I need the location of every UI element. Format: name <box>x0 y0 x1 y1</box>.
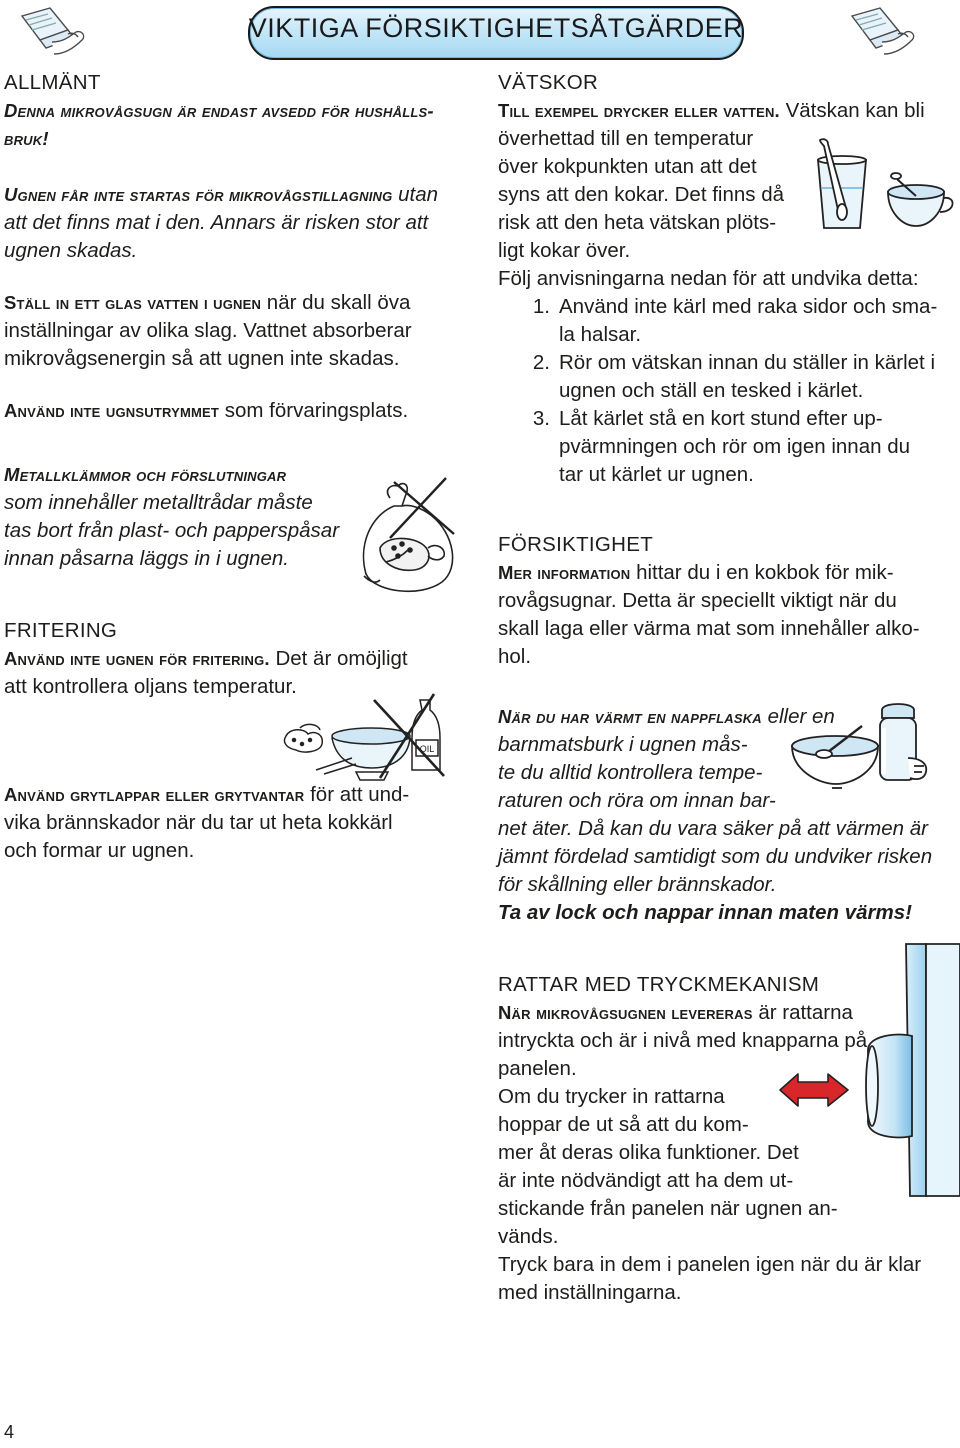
section-title-fritering: FRITERING <box>4 619 118 642</box>
rattar-line10: Tryck bara in dem i panelen igen när du är klar <box>498 1253 922 1276</box>
rattar-line5: hoppar de ut så att du kom- <box>498 1113 749 1136</box>
forsiktighet-lead: Mer information <box>498 562 631 583</box>
metall-line3: innan påsarna läggs in i ugnen. <box>4 547 289 570</box>
anvand-lead: Använd inte ugnsutrymmet <box>4 400 220 421</box>
ugnen-line2: att det finns mat i den. Annars är risken stor att <box>4 211 429 234</box>
glass-and-cup-icon <box>806 136 956 236</box>
deep-fryer-crossed-icon <box>280 688 452 788</box>
vatskor-line1: Vätskan kan bli <box>785 99 925 122</box>
stall-line2: inställningar av olika slag. Vattnet absorberar <box>4 319 412 342</box>
step-1-line-2: la halsar. <box>559 323 642 346</box>
nappflaska-line2: barnmatsburk i ugnen mås- <box>498 733 748 756</box>
rattar-line1: är rattarna <box>758 1001 853 1024</box>
forsiktighet-line2: rovågsugnar. Detta är speciellt viktigt när du <box>498 589 897 612</box>
forsiktighet-text <box>498 559 956 671</box>
nappflaska-line6: jämnt fördelad samtidigt som du undviker risken <box>498 845 933 868</box>
oil-label: OIL <box>419 744 435 754</box>
vatskor-line7: Följ anvisningarna nedan för att undvika detta: <box>498 267 919 290</box>
allmant-lead: Denna mikrovågsugn är endast avsedd för hushålls- <box>4 100 434 121</box>
allmant-text <box>4 97 464 153</box>
rattar-line11: med inställningarna. <box>498 1281 682 1304</box>
metall-line1: som innehåller metalltrådar måste <box>4 491 313 514</box>
grytlappar-text <box>4 781 464 865</box>
stall-line3: mikrovågsenergin så att ugnen inte skadas. <box>4 347 400 370</box>
step-number: 1. <box>532 295 550 318</box>
stall-line1: när du skall öva <box>266 291 411 314</box>
rattar-line3: panelen. <box>498 1057 577 1080</box>
step-1-line-1: Använd inte kärl med raka sidor och sma- <box>559 295 938 318</box>
section-title-rattar: RATTAR MED TRYCKMEKANISM <box>498 973 820 996</box>
step-2-line-2: ugnen och ställ en tesked i kärlet. <box>559 379 864 402</box>
nappflaska-line1: eller en <box>767 705 835 728</box>
double-arrow-icon <box>780 1074 848 1106</box>
vatskor-line4: syns att den kokar. Det finns då <box>498 183 785 206</box>
rattar-line7: är inte nödvändigt att ha dem ut- <box>498 1169 794 1192</box>
grytlappar-line2: vika brännskador när du tar ut heta kokkärl <box>4 811 393 834</box>
vatskor-lead: Till exempel drycker eller vatten. <box>498 100 780 121</box>
stall-text <box>4 289 464 373</box>
grytlappar-line3: och formar ur ugnen. <box>4 839 195 862</box>
book-hand-icon-left <box>12 2 96 64</box>
nappflaska-line5: net äter. Då kan du vara säker på att värmen är <box>498 817 928 840</box>
section-title-vatskor: VÄTSKOR <box>498 71 599 94</box>
forsiktighet-line1: hittar du i en kokbok för mik- <box>636 561 894 584</box>
page-title: VIKTIGA FÖRSIKTIGHETSÅTGÄRDER <box>248 13 744 43</box>
rattar-line4: Om du trycker in rattarna <box>498 1085 725 1108</box>
fritering-lead: Använd inte ugnen för fritering. <box>4 648 270 669</box>
section-title-allmant: ALLMÄNT <box>4 71 101 94</box>
vatskor-line5: risk att den heta vätskan plöts- <box>498 211 777 234</box>
forsiktighet-line4: hol. <box>498 645 532 668</box>
step-3-line-2: pvärmningen och rör om igen innan du <box>559 435 910 458</box>
nappflaska-line3: te du alltid kontrollera tempe- <box>498 761 763 784</box>
section-title-forsiktighet: FÖRSIKTIGHET <box>498 533 654 556</box>
page-number: 4 <box>4 1422 15 1442</box>
anvand-line1: som förvaringsplats. <box>224 399 409 422</box>
rattar-line2: intryckta och är i nivå med knapparna på <box>498 1029 868 1052</box>
vatskor-line6: ligt kokar över. <box>498 239 631 262</box>
step-2-line-1: Rör om vätskan innan du ställer in kärlet i <box>559 351 936 374</box>
list-item <box>498 293 956 349</box>
anvand-text <box>4 397 464 425</box>
metall-lead: Metallklämmor och förslutningar <box>4 464 287 485</box>
step-3-line-1: Låt kärlet stå en kort stund efter up- <box>559 407 883 430</box>
book-hand-icon-right <box>842 2 926 64</box>
metall-line2: tas bort från plast- och papperspåsar <box>4 519 340 542</box>
grytlappar-line1: för att und- <box>310 783 410 806</box>
rattar-line8: stickande från panelen när ugnen an- <box>498 1197 838 1220</box>
vatskor-steps <box>498 293 956 489</box>
ugnen-text <box>4 181 464 265</box>
list-item <box>498 405 956 489</box>
rattar-line9: vänds. <box>498 1225 559 1248</box>
step-number: 2. <box>532 351 550 374</box>
allmant-lead2: bruk! <box>4 128 49 149</box>
list-item <box>498 349 956 405</box>
knob-panel-icon <box>776 940 960 1200</box>
vatskor-line3: över kokpunkten utan att det <box>498 155 757 178</box>
forsiktighet-line3: skall laga eller värma mat som innehåller alko- <box>498 617 920 640</box>
fritering-line1: Det är omöjligt <box>275 647 408 670</box>
fritering-line2: att kontrollera oljans temperatur. <box>4 675 297 698</box>
ugnen-lead: Ugnen får inte startas för mikrovågstillagning <box>4 184 393 205</box>
grytlappar-lead: Använd grytlappar eller grytvantar <box>4 784 305 805</box>
nappflaska-warning: Ta av lock och nappar innan maten värms! <box>498 901 912 924</box>
ugnen-line3: ugnen skadas. <box>4 239 138 262</box>
vatskor-line2: överhettad till en temperatur <box>498 127 754 150</box>
step-3-line-3: tar ut kärlet ur ugnen. <box>559 463 754 486</box>
rattar-lead: När mikrovågsugnen levereras <box>498 1002 753 1023</box>
sealed-bag-crossed-icon <box>350 476 462 600</box>
nappflaska-line7: för skållning eller brännskador. <box>498 873 777 896</box>
stall-lead: Ställ in ett glas vatten i ugnen <box>4 292 262 313</box>
baby-bottle-bowl-icon <box>788 698 958 798</box>
nappflaska-line4: raturen och röra om innan bar- <box>498 789 776 812</box>
rattar-line6: mer åt deras olika funktioner. Det <box>498 1141 799 1164</box>
nappflaska-lead: När du har värmt en nappflaska <box>498 706 762 727</box>
step-number: 3. <box>532 407 550 430</box>
ugnen-line1: utan <box>398 183 439 206</box>
